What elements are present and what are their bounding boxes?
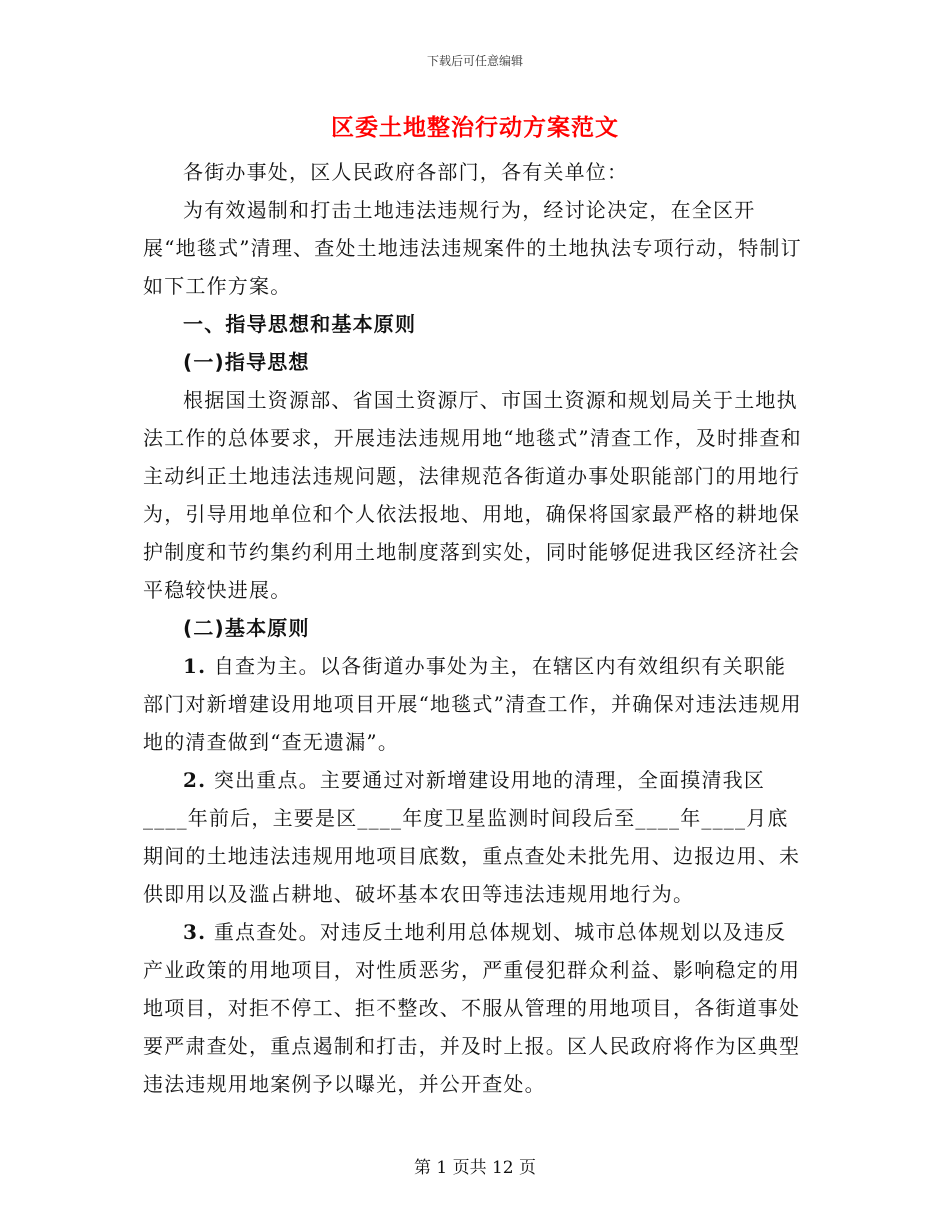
subsection-heading-basic-principles: (二)基本原则	[183, 616, 310, 640]
document-body	[143, 153, 807, 1103]
principle-number: 1.	[183, 654, 207, 678]
header-note: 下载后可任意编辑	[426, 54, 523, 68]
principle-2	[143, 761, 807, 913]
principle-3	[143, 913, 807, 1103]
principle-text: 重点查处。对违反土地利用总体规划、城市总体规划以及违反产业政策的用地项目，对性质恶劣，严重侵犯群众利益、影响稳定的用地项目，对拒不停工、拒不整改、不服从管理的用地项目，各街道事处要严肃查处，重点遏制和打击，并及时上报。区人民政府将作为区典型违法违规用地案例予以曝光，并公开查处。	[143, 920, 801, 1096]
principle-number: 3.	[183, 920, 207, 944]
document-title: 区委土地整治行动方案范文	[331, 114, 619, 141]
guiding-ideas-paragraph: 根据国土资源部、省国土资源厅、市国土资源和规划局关于土地执法工作的总体要求，开展违法违规用地“地毯式”清查工作，及时排查和主动纠正土地违法违规问题，法律规范各街道办事处职能部门的用地行为，引导用地单位和个人依法报地、用地，确保将国家最严格的耕地保护制度和节约集约利用土地制度落到实处，同时能够促进我区经济社会平稳较快进展。	[143, 388, 802, 602]
intro-paragraph: 为有效遏制和打击土地违法违规行为，经讨论决定，在全区开展“地毯式”清理、查处土地违法违规案件的土地执法专项行动，特制订如下工作方案。	[143, 198, 802, 298]
principle-text: 突出重点。主要通过对新增建设用地的清理，全面摸清我区____年前后，主要是区____年度卫星监测时间段后至____年____月底期间的土地违法违规用地项目底数，重点查处未批先用、边报边用、未供即用以及滥占耕地、破坏基本农田等违法违规用地行为。	[143, 768, 801, 906]
principle-text: 自查为主。以各街道办事处为主，在辖区内有效组织有关职能部门对新增建设用地项目开展“地毯式”清查工作，并确保对违法违规用地的清查做到“查无遗漏”。	[143, 654, 802, 754]
subsection-heading-guiding-ideas: (一)指导思想	[183, 350, 310, 374]
principle-number: 2.	[183, 768, 207, 792]
salutation: 各街办事处，区人民政府各部门，各有关单位：	[183, 160, 629, 184]
section-heading-guiding-ideas-principles: 一、指导思想和基本原则	[183, 312, 417, 336]
principle-1	[143, 647, 807, 761]
page-footer: 第 1 页共 12 页	[413, 1158, 537, 1178]
